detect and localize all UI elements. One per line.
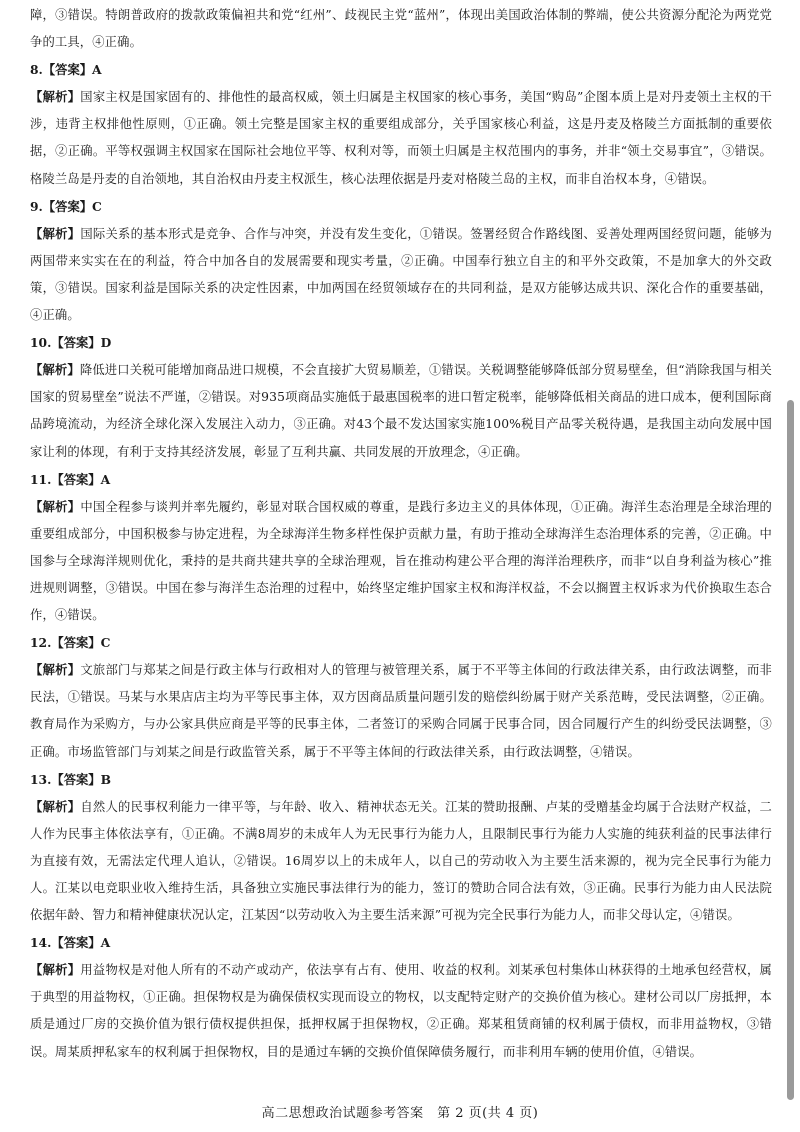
analysis-paragraph xyxy=(30,493,772,629)
answer-items xyxy=(30,56,772,1065)
answer-letter: A xyxy=(92,62,102,78)
question-number: 11. xyxy=(30,471,52,487)
analysis-tag: 【解析】 xyxy=(30,362,80,378)
question-number: 12. xyxy=(30,635,52,651)
answer-line xyxy=(30,629,772,656)
analysis-tag: 【解析】 xyxy=(30,89,81,105)
answer-tag: 【答案】 xyxy=(51,635,101,651)
answer-line xyxy=(30,766,772,793)
answer-letter: A xyxy=(100,935,111,951)
analysis-paragraph xyxy=(30,83,772,192)
scrollbar[interactable] xyxy=(784,0,798,1132)
analysis-paragraph xyxy=(30,356,772,465)
analysis-tag: 【解析】 xyxy=(30,662,81,678)
analysis-tag: 【解析】 xyxy=(30,798,81,814)
question-number: 9. xyxy=(30,198,43,214)
answer-tag: 【答案】 xyxy=(51,471,101,487)
analysis-paragraph xyxy=(30,956,772,1065)
analysis-tag: 【解析】 xyxy=(30,962,81,978)
analysis-text: 文旅部门与郑某之间是行政主体与行政相对人的管理与被管理关系，属于不平等主体间的行政法律关系，由行政法调整，而非民法，①错误。马某与水果店店主均为平等民事主体，双方因商品质量问题引发的赔偿纠纷属于财产关系范畴，受民法调整，②正确。教育局作为采购方，与办公家具供应商是平等的民事主体，二者签订的采购合同属于民事合同，因合同履行产生的纠纷受民法调整，③正确。市场监管部门与刘某之间是行政监管关系，属于不平等主体间的行政法律关系，由行政法调整，④错误。 xyxy=(30,663,772,759)
analysis-text: 自然人的民事权利能力一律平等，与年龄、收入、精神状态无关。江某的赞助报酬、卢某的受赠基金均属于合法财产权益，二人作为民事主体依法享有，①正确。不满8周岁的未成年人为无民事行为能力人，且限制民事行为能力人实施的纯获利益的民事法律行为直接有效，无需法定代理人追认，②错误。16周岁以上的未成年人，以自己的劳动收入为主要生活来源的，视为完全民事行为能力人。江某以电竞职业收入维持生活，具备独立实施民事法律行为的能力，签订的赞助合同合法有效，③正确。民事行为能力由人民法院依据年龄、智力和精神健康状况认定，江某因“以劳动收入为主要生活来源”可视为完全民事行为能力人，而非父母认定，④错误。 xyxy=(30,799,772,923)
answer-tag: 【答案】 xyxy=(51,335,101,351)
answer-letter: A xyxy=(100,471,111,487)
answer-line xyxy=(30,929,772,956)
analysis-paragraph xyxy=(30,656,772,765)
answer-line xyxy=(30,56,772,83)
answer-tag: 【答案】 xyxy=(42,62,93,78)
analysis-paragraph xyxy=(30,220,772,329)
scrollbar-thumb[interactable] xyxy=(787,400,794,1100)
answer-line xyxy=(30,329,772,356)
question-number: 8. xyxy=(30,62,43,78)
analysis-text: 国家主权是国家固有的、排他性的最高权威，领土归属是主权国家的核心事务，美国“购岛”企图本质上是对丹麦领土主权的干涉，违背主权排他性原则，①正确。领土完整是国家主权的重要组成部分，关乎国家核心利益，这是丹麦及格陵兰方面抵制的重要依据，②正确。平等权强调主权国家在国际社会地位平等、权利对等，而领土归属是主权范围内的事务，并非“领土交易事宜”，③错误。格陵兰岛是丹麦的自治领地，其自治权由丹麦主权派生，核心法理依据是丹麦对格陵兰岛的主权，而非自治权本身，④错误。 xyxy=(30,90,772,186)
analysis-text: 国际关系的基本形式是竞争、合作与冲突，并没有发生变化，①错误。签署经贸合作路线图、妥善处理两国经贸问题，能够为两国带来实实在在的利益，符合中加各自的发展需要和现实考量，②正确。中国奉行独立自主的和平外交政策，不是加拿大的外交政策，③错误。国家利益是国际关系的决定性因素，中加两国在经贸领域存在的共同利益，是双方能够达成共识、深化合作的重要基础，④正确。 xyxy=(30,226,772,323)
answer-letter: C xyxy=(100,635,111,651)
question-number: 13. xyxy=(30,771,52,787)
answer-tag: 【答案】 xyxy=(51,935,101,951)
question-number: 10. xyxy=(30,335,52,351)
analysis-text: 中国全程参与谈判并率先履约，彰显对联合国权威的尊重，是践行多边主义的具体体现，①正确。海洋生态治理是全球治理的重要组成部分，中国积极参与协定进程，为全球海洋生物多样性保护贡献力量，有助于推动全球海洋生态治理体系的完善，②正确。中国参与全球海洋规则优化，秉持的是共商共建共享的全球治理观，旨在推动构建公平合理的海洋治理秩序，而非“以自身利益为核心”推进规则调整，③错误。中国在参与海洋生态治理的过程中，始终坚定维护国家主权和海洋权益，不会以搁置主权诉求为代价换取生态合作，④错误。 xyxy=(30,499,772,623)
intro-paragraph: 障，③错误。特朗普政府的拨款政策偏袒共和党“红州”、歧视民主党“蓝州”，体现出美国政治体制的弊端，使公共资源分配沦为两党党争的工具，④正确。 xyxy=(30,8,772,50)
answer-tag: 【答案】 xyxy=(42,198,93,214)
answer-tag: 【答案】 xyxy=(51,771,101,787)
answer-letter: D xyxy=(100,335,112,351)
answer-letter: C xyxy=(92,198,102,214)
answer-content xyxy=(30,2,772,1066)
answer-line xyxy=(30,193,772,220)
question-number: 14. xyxy=(30,935,52,951)
answer-letter: B xyxy=(100,771,112,787)
analysis-tag: 【解析】 xyxy=(30,498,81,514)
analysis-text: 降低进口关税可能增加商品进口规模，不会直接扩大贸易顺差，①错误。关税调整能够降低部分贸易壁垒，但“消除我国与相关国家的贸易壁垒”说法不严谨，②错误。对935项商品实施低于最惠国税率的进口暂定税率，能够降低相关商品的进口成本，便利国际商品跨境流动，为经济全球化深入发展注入动力，③正确。对43个最不发达国家实施100%税目产品零关税待遇，是我国主动向发展中国家让利的体现，有利于支持其经济发展，彰显了互利共赢、共同发展的开放理念，④正确。 xyxy=(30,363,772,459)
page-footer: 高二思想政治试题参考答案 第 2 页(共 4 页) xyxy=(261,1106,539,1121)
analysis-text: 用益物权是对他人所有的不动产或动产，依法享有占有、使用、收益的权利。刘某承包村集体山林获得的土地承包经营权，属于典型的用益物权，①正确。担保物权是为确保债权实现而设立的物权，以支配特定财产的交换价值为核心。建材公司以厂房抵押，本质是通过厂房的交换价值为银行债权提供担保，抵押权属于担保物权，②正确。郑某租赁商铺的权利属于债权，而非用益物权，③错误。周某质押私家车的权利属于担保物权，目的是通过车辆的交换价值保障债务履行，而非利用车辆的使用价值，④错误。 xyxy=(30,963,772,1059)
analysis-tag: 【解析】 xyxy=(30,225,81,241)
answer-line xyxy=(30,466,772,493)
analysis-paragraph xyxy=(30,793,772,929)
